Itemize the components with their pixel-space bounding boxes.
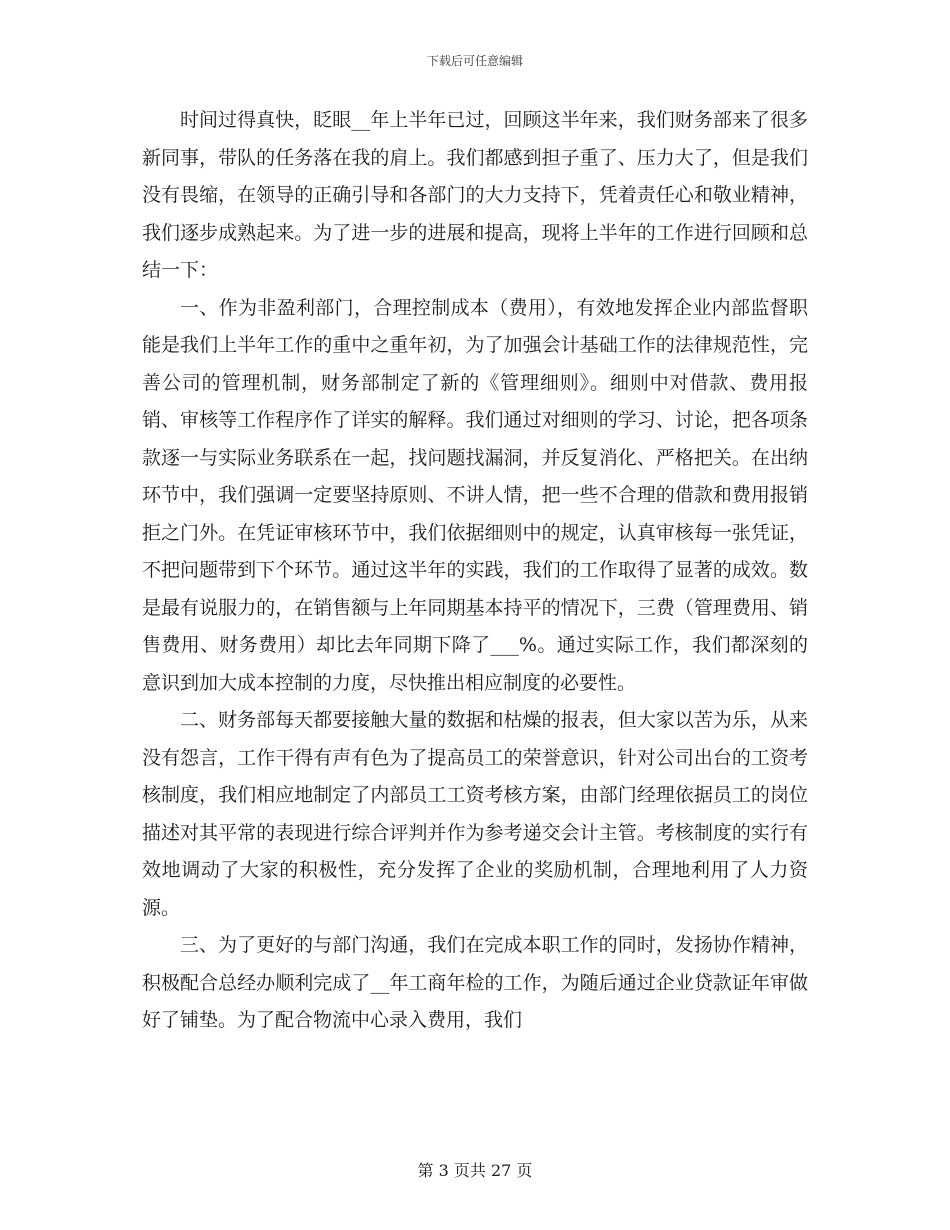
document-body bbox=[142, 102, 808, 1040]
page-footer: 第 3 页共 27 页 bbox=[417, 1161, 533, 1180]
paragraph-section-2: 二、财务部每天都要接触大量的数据和枯燥的报表，但大家以苦为乐，从来没有怨言，工作干得有声有色为了提高员工的荣誉意识，针对公司出台的工资考核制度，我们相应地制定了内部员工工资考核方案，由部门经理依据员工的岗位描述对其平常的表现进行综合评判并作为参考递交会计主管。考核制度的实行有效地调动了大家的积极性，充分发挥了企业的奖励机制，合理地利用了人力资源。 bbox=[142, 709, 808, 919]
paragraph-section-1: 一、作为非盈利部门，合理控制成本（费用），有效地发挥企业内部监督职能是我们上半年工作的重中之重年初，为了加强会计基础工作的法律规范性，完善公司的管理机制，财务部制定了新的《管理细则》。细则中对借款、费用报销、审核等工作程序作了详实的解释。我们通过对细则的学习、讨论，把各项条款逐一与实际业务联系在一起，找问题找漏洞，并反复消化、严格把关。在出纳环节中，我们强调一定要坚持原则、不讲人情，把一些不合理的借款和费用报销拒之门外。在凭证审核环节中，我们依据细则中的规定，认真审核每一张凭证，不把问题带到下个环节。通过这半年的实践，我们的工作取得了显著的成效。数是最有说服力的，在销售额与上年同期基本持平的情况下，三费（管理费用、销售费用、财务费用）却比去年同期下降了___%。通过实际工作，我们都深刻的意识到加大成本控制的力度，尽快推出相应制度的必要性。 bbox=[142, 296, 808, 694]
paragraph-section-3: 三、为了更好的与部门沟通，我们在完成本职工作的同时，发扬协作精神，积极配合总经办顺利完成了__年工商年检的工作，为随后通过企业贷款证年审做好了铺垫。为了配合物流中心录入费用，我们 bbox=[142, 934, 808, 1031]
page-header: 下载后可任意编辑 bbox=[426, 54, 523, 68]
paragraph-intro: 时间过得真快，眨眼__年上半年已过，回顾这半年来，我们财务部来了很多新同事，带队的任务落在我的肩上。我们都感到担子重了、压力大了，但是我们没有畏缩，在领导的正确引导和各部门的大力支持下，凭着责任心和敬业精神，我们逐步成熟起来。为了进一步的进展和提高，现将上半年的工作进行回顾和总结一下： bbox=[142, 109, 808, 281]
